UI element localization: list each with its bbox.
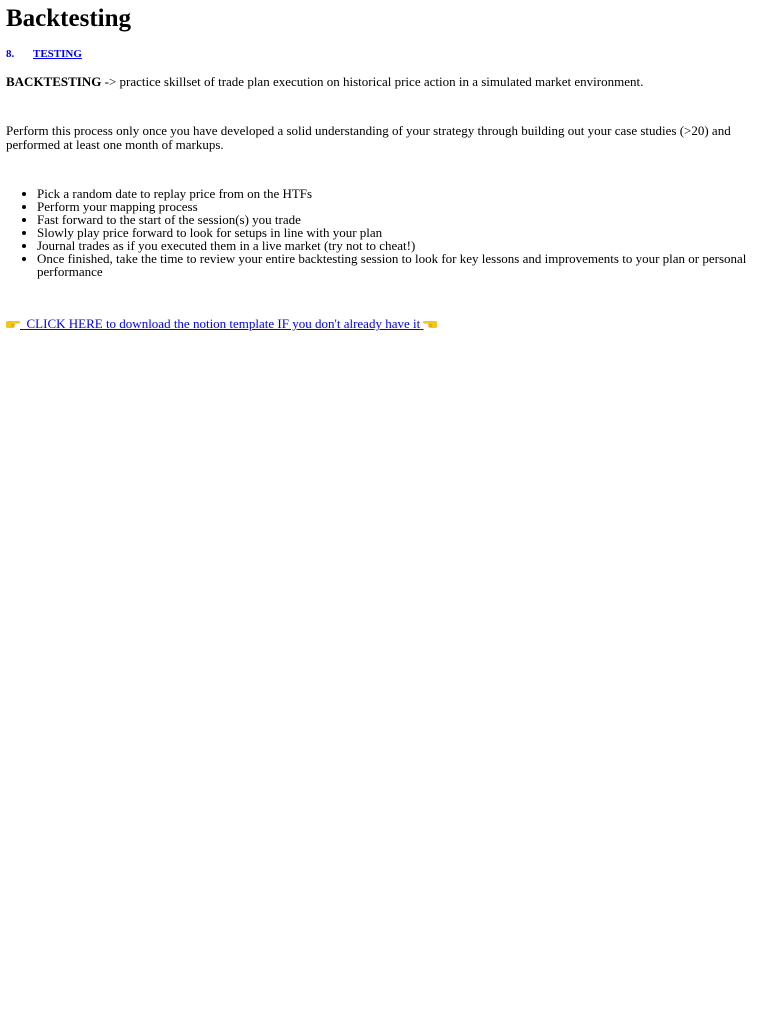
section-number: 8. — [6, 48, 15, 60]
list-item: • Perform your mapping process — [37, 200, 762, 213]
list-item: • Journal trades as if you executed them in a live market (try not to cheat!) — [37, 239, 762, 252]
intro-paragraph — [6, 75, 762, 89]
list-item: • Once finished, take the time to review your entire backtesting session to look for key lessons and improvements to your plan or personal performance — [37, 252, 762, 278]
download-link-label: CLICK HERE to download the notion template IF you don't already have it — [26, 316, 421, 331]
pointing-right-hand-icon — [6, 318, 20, 329]
intro-definition: -> practice skillset of trade plan execution on historical price action in a simulated market environment. — [101, 74, 644, 89]
steps-list — [6, 187, 762, 278]
pointing-left-hand-icon — [423, 318, 437, 329]
list-item: • Fast forward to the start of the session(s) you trade — [37, 213, 762, 226]
list-item: • Slowly play price forward to look for setups in line with your plan — [37, 226, 762, 239]
download-template-link[interactable] — [6, 317, 437, 331]
condition-paragraph: Perform this process only once you have developed a solid understanding of your strategy through building out your case studies (>20) and performed at least one month of markups. — [6, 123, 731, 152]
list-item: • Pick a random date to replay price from on the HTFs — [37, 187, 762, 200]
section-label: TESTING — [33, 48, 82, 60]
page-title: Backtesting — [6, 5, 131, 32]
intro-term: BACKTESTING — [6, 74, 102, 89]
document-page — [0, 4, 768, 333]
section-link-testing[interactable] — [6, 48, 82, 61]
